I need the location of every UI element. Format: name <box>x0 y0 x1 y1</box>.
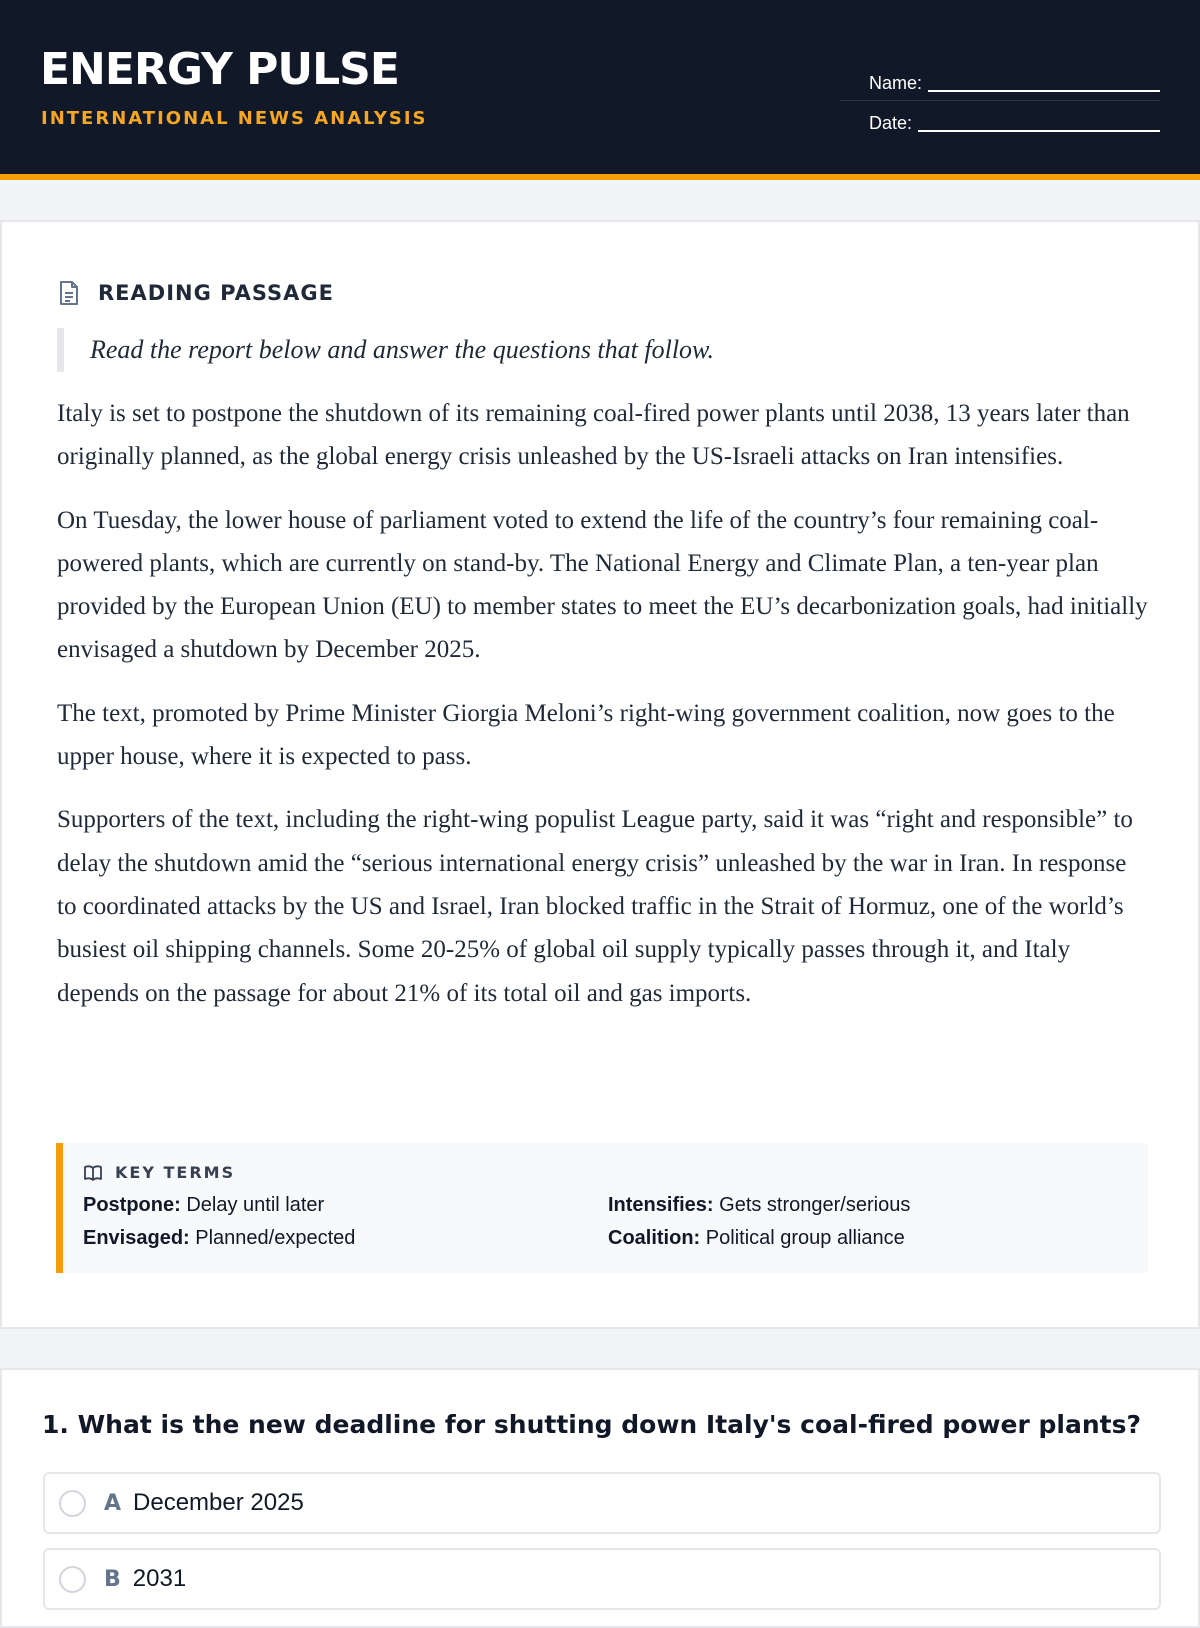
name-field[interactable] <box>928 90 1160 92</box>
answer-option-b[interactable] <box>43 1548 1161 1610</box>
option-letter: B <box>104 1566 121 1592</box>
date-field[interactable] <box>918 130 1160 132</box>
term-word: Intensifies: <box>608 1194 714 1216</box>
answer-option-a[interactable] <box>43 1472 1161 1534</box>
key-terms-box <box>56 1143 1148 1273</box>
date-row <box>840 100 1160 140</box>
option-letter: A <box>104 1490 122 1516</box>
date-label: Date: <box>868 113 912 133</box>
key-term <box>83 1227 355 1250</box>
brand-subtitle: INTERNATIONAL NEWS ANALYSIS <box>41 108 428 129</box>
question-card <box>0 1368 1200 1628</box>
key-terms-title: KEY TERMS <box>115 1163 236 1182</box>
term-definition: Gets stronger/serious <box>719 1194 911 1216</box>
radio-button[interactable] <box>59 1566 86 1593</box>
radio-button[interactable] <box>59 1490 86 1517</box>
section-header <box>58 280 334 306</box>
term-word: Coalition: <box>608 1227 701 1249</box>
option-text: December 2025 <box>133 1489 304 1516</box>
name-row <box>840 62 1160 100</box>
paragraph-1: Italy is set to postpone the shutdown of its remaining coal-fired power plants until 2038, 13 years later than originally planned, as the global energy crisis unleashed by the US-Israeli attacks on Iran intensifies. <box>57 400 1130 471</box>
open-book-icon <box>83 1164 103 1182</box>
paragraph-2: On Tuesday, the lower house of parliament voted to extend the life of the country’s four remaining coal-powered plants, which are currently on stand-by. The National Energy and Climate Plan, a ten-year plan provided by the European Union (EU) to member states to meet the EU’s decarbonization goals, had initially envisaged a shutdown by December 2025. <box>57 506 1148 664</box>
key-terms-header <box>83 1163 235 1182</box>
key-term <box>608 1194 910 1217</box>
term-word: Postpone: <box>83 1194 181 1216</box>
document-icon <box>58 280 80 306</box>
student-meta <box>840 62 1160 140</box>
key-term <box>608 1227 905 1250</box>
question-title: 1. What is the new deadline for shutting down Italy's coal-fired power plants? <box>42 1410 1141 1439</box>
instruction-text: Read the report below and answer the questions that follow. <box>57 328 1147 372</box>
page-header <box>0 0 1200 180</box>
paragraph-4: Supporters of the text, including the right-wing populist League party, said it was “right and responsible” to delay the shutdown amid the “serious international energy crisis” unleashed by the war in Iran. In response to coordinated attacks by the US and Israel, Iran blocked traffic in the Strait of Hormuz, one of the world’s busiest oil shipping channels. Some 20-25% of global oil supply typically passes through it, and Italy depends on the passage for about 21% of its total oil and gas imports. <box>57 806 1133 1007</box>
term-definition: Delay until later <box>186 1194 325 1216</box>
name-label: Name: <box>868 73 922 93</box>
key-term <box>83 1194 324 1217</box>
term-word: Envisaged: <box>83 1227 190 1249</box>
reading-passage-card <box>0 220 1200 1329</box>
term-definition: Planned/expected <box>195 1227 356 1249</box>
section-title: READING PASSAGE <box>98 281 334 305</box>
term-definition: Political group alliance <box>705 1227 905 1249</box>
option-text: 2031 <box>132 1565 187 1592</box>
paragraph-3: The text, promoted by Prime Minister Giorgia Meloni’s right-wing government coalition, now goes to the upper house, where it is expected to pass. <box>57 699 1115 771</box>
passage-body <box>57 392 1152 1035</box>
brand-title: ENERGY PULSE <box>40 44 399 95</box>
